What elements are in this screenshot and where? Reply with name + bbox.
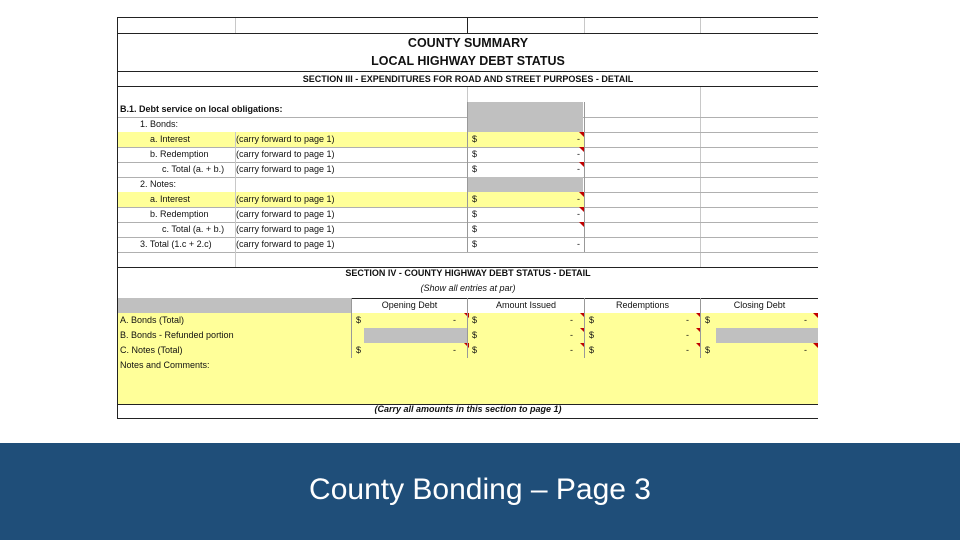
amount-value: - bbox=[804, 315, 807, 325]
row-label: c. Total (a. + b.) bbox=[162, 164, 225, 174]
section-iv-subtitle: (Show all entries at par) bbox=[420, 283, 516, 293]
currency: $ bbox=[705, 345, 711, 355]
currency: $ bbox=[472, 345, 478, 355]
spreadsheet bbox=[117, 17, 818, 419]
amount-input[interactable]: - bbox=[686, 345, 689, 355]
shaded-cell bbox=[467, 102, 583, 117]
row-label: b. Redemption bbox=[150, 149, 209, 159]
notes-label: 2. Notes: bbox=[140, 179, 177, 189]
report-title: COUNTY SUMMARY bbox=[407, 36, 529, 50]
row-note: (carry forward to page 1) bbox=[236, 164, 335, 174]
currency: $ bbox=[472, 134, 478, 144]
bonds-total-row bbox=[118, 162, 584, 177]
b1-heading: B.1. Debt service on local obligations: bbox=[120, 104, 283, 114]
currency: $ bbox=[472, 209, 478, 219]
notes-comments-label: Notes and Comments: bbox=[120, 360, 210, 370]
row-label: c. Total (a. + b.) bbox=[162, 224, 225, 234]
notes-redemption-row bbox=[118, 207, 584, 222]
shaded-cell bbox=[716, 328, 818, 343]
shaded-cell bbox=[118, 298, 351, 313]
section-iv-header-row bbox=[118, 298, 818, 313]
notes-comments-area[interactable] bbox=[118, 358, 818, 404]
amount-input[interactable]: - bbox=[577, 209, 580, 219]
bonds-total-debt-row bbox=[118, 313, 818, 328]
row-note: (carry forward to page 1) bbox=[236, 194, 335, 204]
currency: $ bbox=[472, 149, 478, 159]
slide-title: County Bonding – Page 3 bbox=[309, 473, 651, 506]
col-closing-debt: Closing Debt bbox=[700, 298, 818, 313]
row-label: b. Redemption bbox=[150, 209, 209, 219]
amount-input[interactable]: - bbox=[570, 315, 573, 325]
b1-heading-row bbox=[118, 102, 818, 117]
row-note: (carry forward to page 1) bbox=[236, 149, 335, 159]
col-opening-debt: Opening Debt bbox=[351, 298, 467, 313]
section-iii-heading: SECTION III - EXPENDITURES FOR ROAD AND STREET PURPOSES - DETAIL bbox=[302, 74, 634, 84]
row-note: (carry forward to page 1) bbox=[236, 209, 335, 219]
comment-marker bbox=[813, 343, 818, 348]
currency: $ bbox=[356, 345, 362, 355]
currency: $ bbox=[589, 345, 595, 355]
notes-label-row bbox=[118, 177, 818, 192]
currency: $ bbox=[589, 330, 595, 340]
amount-value bbox=[558, 222, 580, 237]
row-label: a. Interest bbox=[150, 134, 191, 144]
amount-value: - bbox=[804, 345, 807, 355]
amount-value: - bbox=[577, 164, 580, 174]
section-iv-heading: SECTION IV - COUNTY HIGHWAY DEBT STATUS - DETAIL bbox=[345, 268, 591, 278]
col-redemptions: Redemptions bbox=[584, 298, 700, 313]
row-label: A. Bonds (Total) bbox=[120, 315, 185, 325]
comment-marker bbox=[813, 313, 818, 318]
currency: $ bbox=[472, 330, 478, 340]
currency: $ bbox=[472, 164, 478, 174]
report-subtitle: LOCAL HIGHWAY DEBT STATUS bbox=[371, 54, 565, 68]
amount-input[interactable]: - bbox=[570, 330, 573, 340]
currency: $ bbox=[472, 224, 478, 234]
notes-total-debt-row bbox=[118, 343, 818, 358]
amount-input[interactable]: - bbox=[686, 330, 689, 340]
amount-input[interactable]: - bbox=[453, 315, 456, 325]
row-label: B. Bonds - Refunded portion bbox=[120, 330, 234, 340]
amount-value: - bbox=[577, 239, 580, 249]
carry-note: (Carry all amounts in this section to page 1) bbox=[374, 404, 562, 414]
bonds-label: 1. Bonds: bbox=[140, 119, 179, 129]
row-note: (carry forward to page 1) bbox=[236, 239, 335, 249]
bonds-interest-row bbox=[118, 132, 584, 147]
bonds-refunded-row bbox=[118, 328, 818, 343]
bonds-redemption-row bbox=[118, 147, 584, 162]
amount-input[interactable]: - bbox=[453, 345, 456, 355]
bonds-label-row bbox=[118, 117, 818, 132]
amount-input[interactable]: - bbox=[577, 194, 580, 204]
amount-input[interactable]: - bbox=[577, 134, 580, 144]
shaded-cell bbox=[467, 117, 583, 132]
currency: $ bbox=[472, 315, 478, 325]
currency: $ bbox=[472, 239, 478, 249]
grand-total-row bbox=[118, 237, 584, 252]
amount-input[interactable]: - bbox=[577, 149, 580, 159]
row-label: 3. Total (1.c + 2.c) bbox=[140, 239, 212, 249]
shaded-cell bbox=[364, 328, 467, 343]
row-label: C. Notes (Total) bbox=[120, 345, 183, 355]
amount-input[interactable]: - bbox=[686, 315, 689, 325]
currency: $ bbox=[589, 315, 595, 325]
notes-interest-row bbox=[118, 192, 584, 207]
row-label: a. Interest bbox=[150, 194, 191, 204]
row-note: (carry forward to page 1) bbox=[236, 134, 335, 144]
row-note: (carry forward to page 1) bbox=[236, 224, 335, 234]
amount-input[interactable]: - bbox=[570, 345, 573, 355]
notes-total-row bbox=[118, 222, 584, 237]
currency: $ bbox=[472, 194, 478, 204]
col-amount-issued: Amount Issued bbox=[467, 298, 584, 313]
shaded-cell bbox=[467, 177, 583, 192]
currency: $ bbox=[356, 315, 362, 325]
currency: $ bbox=[705, 315, 711, 325]
